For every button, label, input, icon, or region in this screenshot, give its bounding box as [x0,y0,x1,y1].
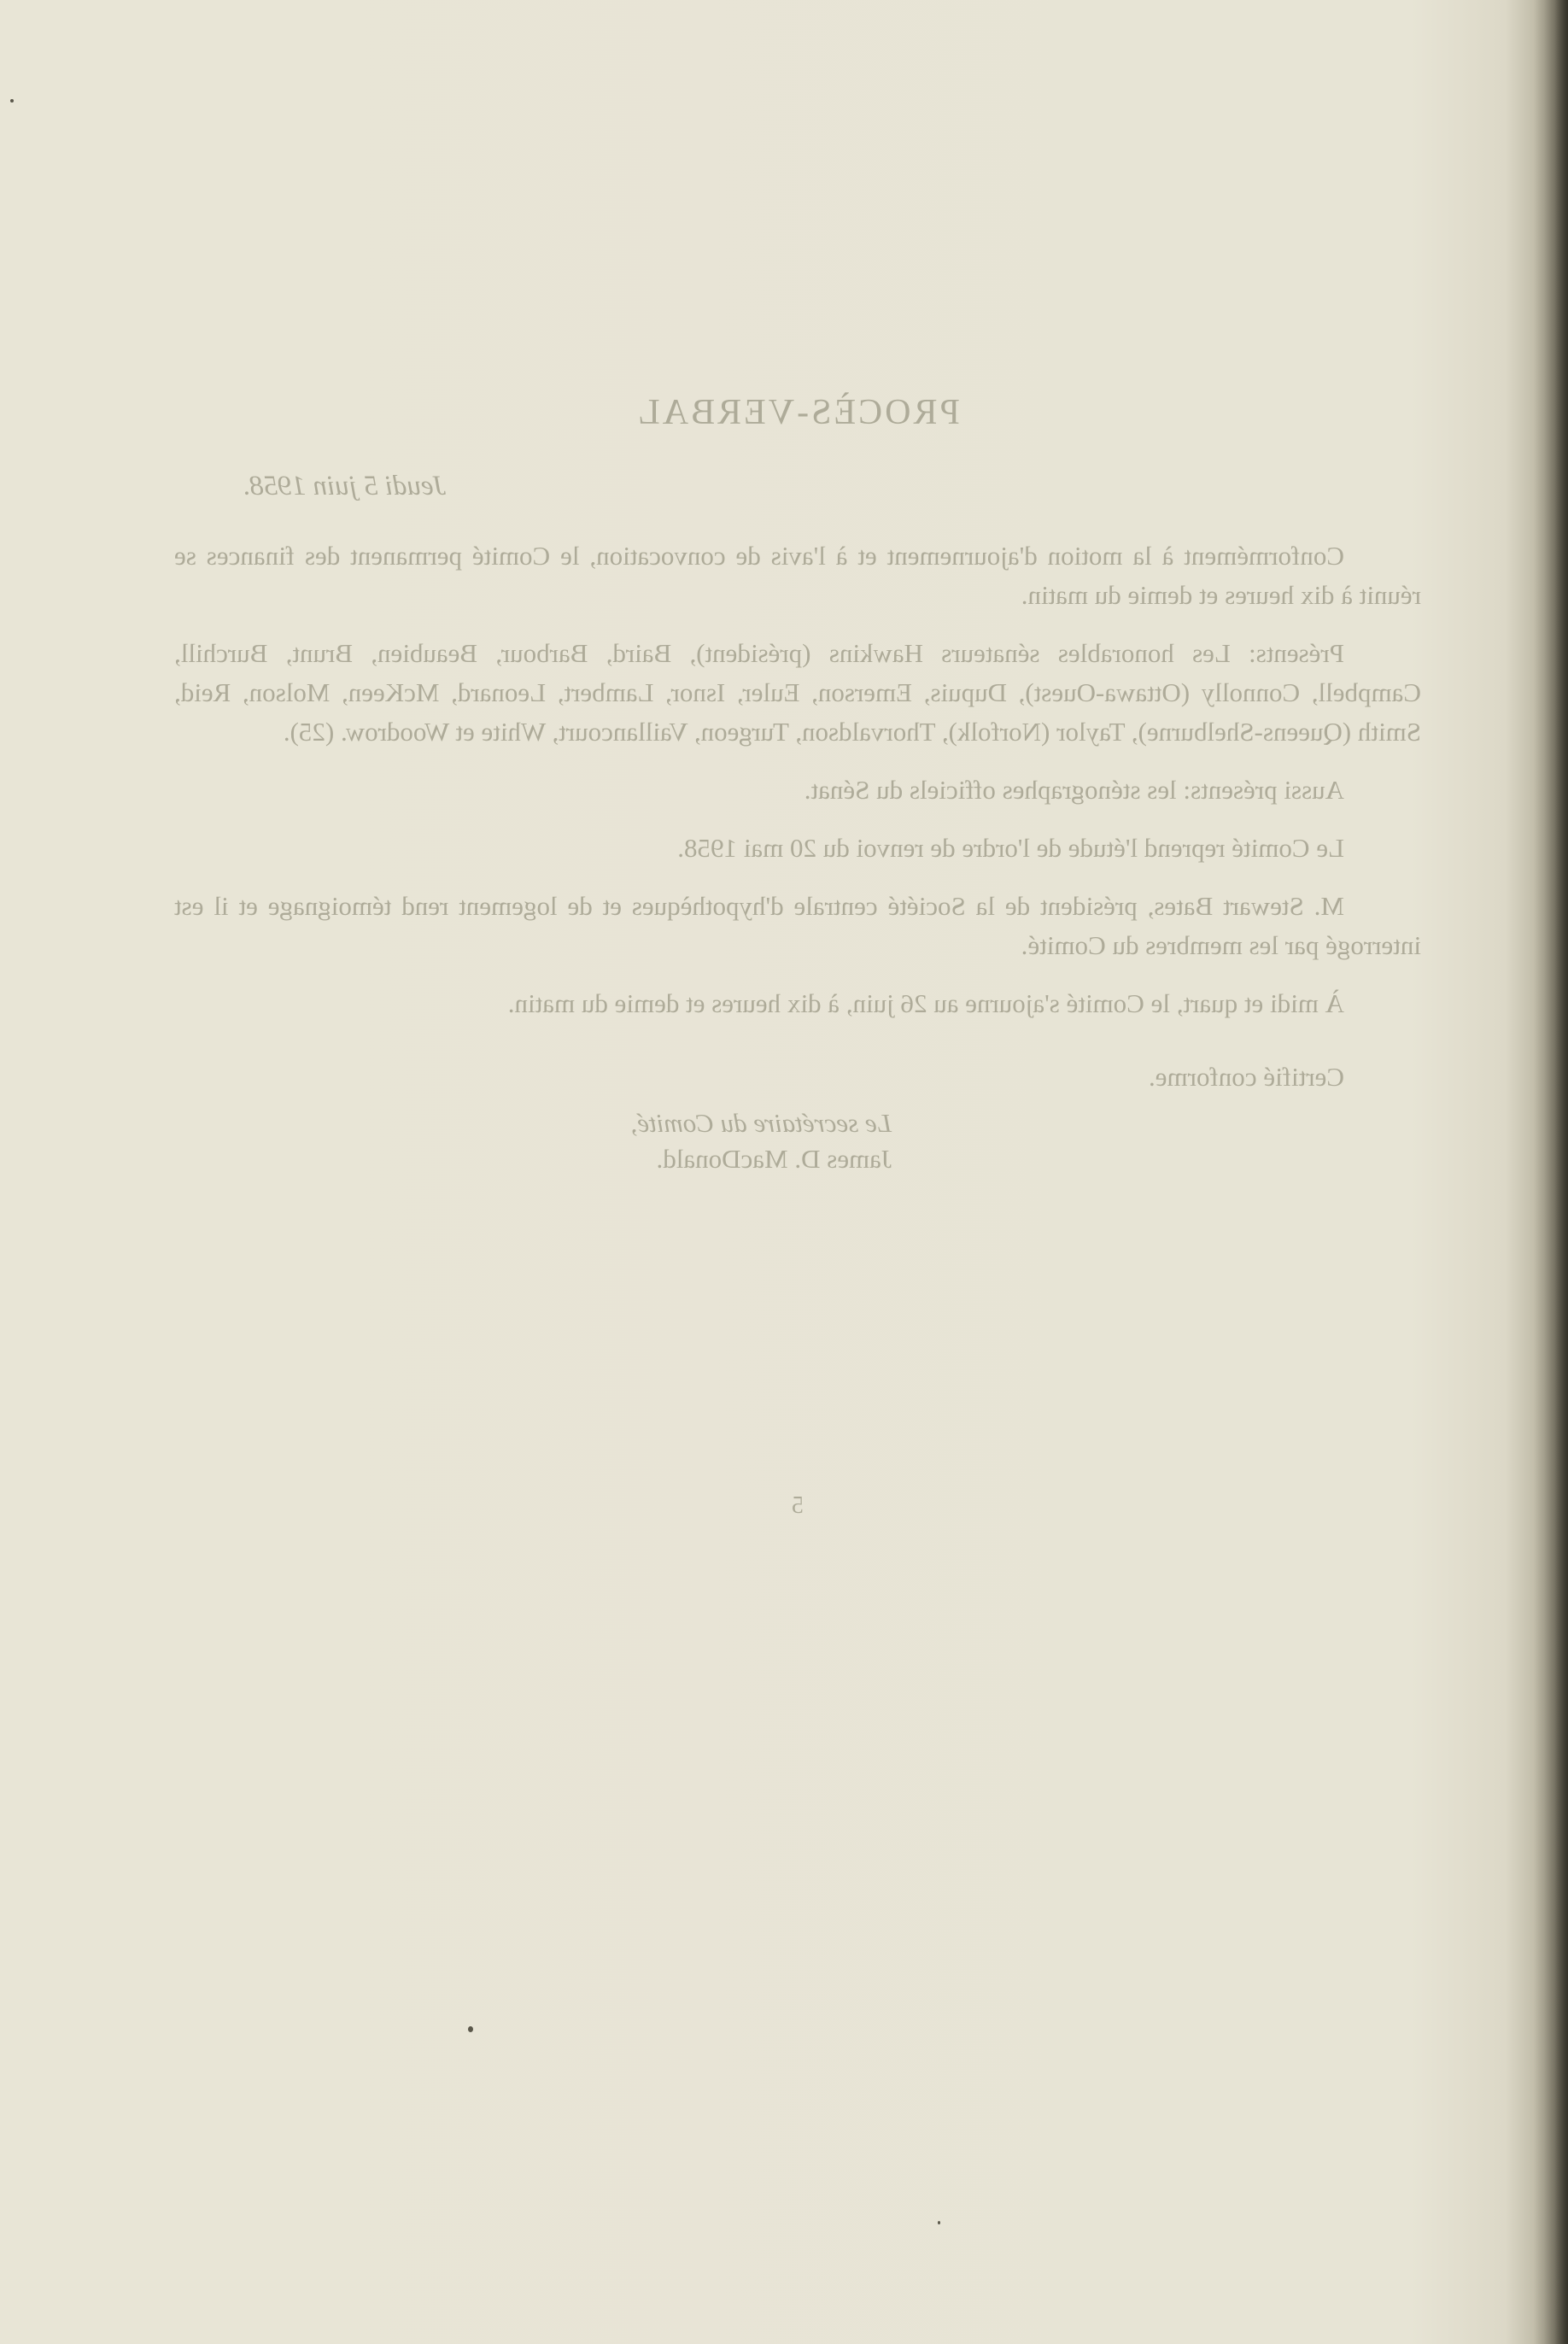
meeting-date: Jeudi 5 juin 1958. [243,471,447,501]
paragraph-witness: M. Stewart Bates, président de la Société centrale d'hypothèques et de logement rend témoignage et il est interrogé par les membres du Comité. [174,891,1421,960]
paragraph-adjournment: À midi et quart, le Comité s'ajourne au 26 juin, à dix heures et demie du matin. [507,988,1344,1018]
paragraph-also-present: Aussi présents: les sténographes officiels du Sénat. [804,775,1344,805]
document-body [174,376,1421,1519]
certification: Certifié conforme. [1149,1062,1344,1092]
paragraph-order-of-reference: Le Comité reprend l'étude de l'ordre de renvoi du 20 mai 1958. [677,833,1344,863]
paragraph-present: Présents: Les honorables sénateurs Hawkins (président), Baird, Barbour, Beaubien, Brunt, Burchill, Campbell, Connolly (Ottawa-Ouest), Dupuis, Emerson, Euler, Isnor, Lambert, Leonard, McKeen, Molson, Reid, Smith (Queens-Shelburne), Taylor (Norfolk), Thorvaldson, Turgeon, Vaillancourt, White et Woodrow. (25). [174,638,1421,747]
page-number: 5 [792,1492,804,1519]
paragraph-opening: Conformément à la motion d'ajournement et à l'avis de convocation, le Comité permanent des finances se réunit à dix heures et demie du matin. [174,541,1421,610]
paper-speck [10,99,14,103]
signature-block [174,1105,892,1177]
document-title: PROCÈS-VERBAL [635,393,960,432]
paper-speck [468,2026,473,2032]
paper-speck [938,2221,940,2224]
signature-name: James D. MacDonald. [656,1144,892,1174]
signature-role: Le secrétaire du Comité, [630,1108,892,1138]
